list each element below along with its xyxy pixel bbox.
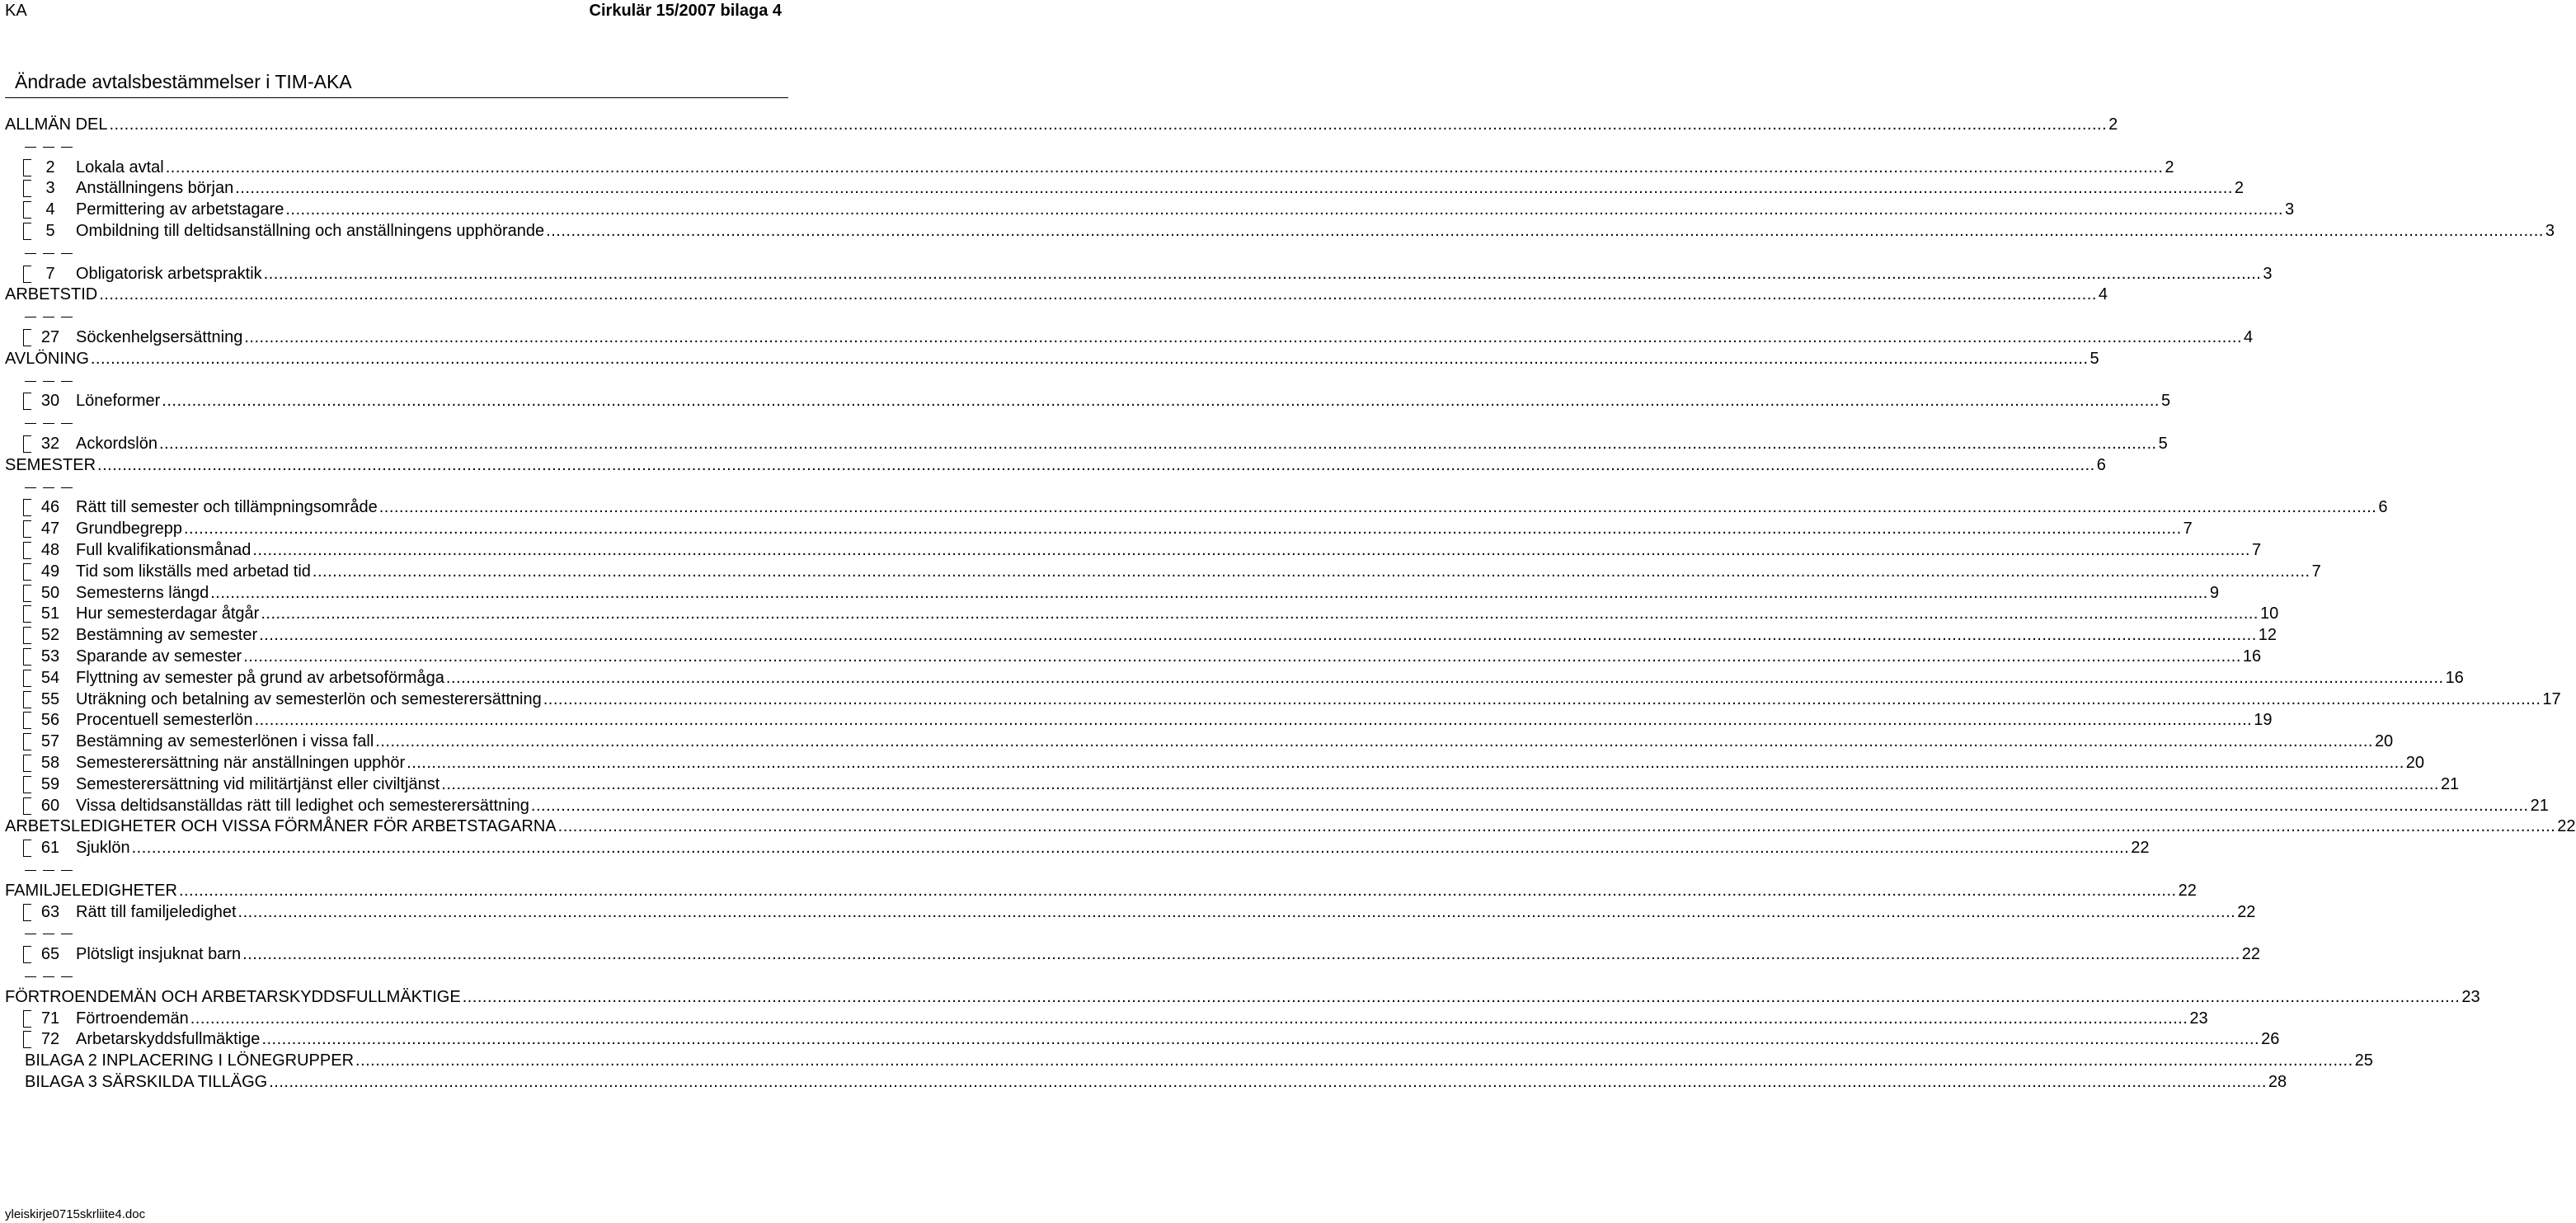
- toc-page-number: 22: [2241, 945, 2261, 964]
- toc-page-number: 7: [2183, 520, 2193, 539]
- bracket-bar: [23, 648, 24, 665]
- toc-annex[interactable]: [25, 1071, 2287, 1093]
- toc-item-number: 51: [40, 604, 60, 623]
- bracket-bar: [23, 266, 24, 282]
- bracket-bar: [23, 499, 24, 515]
- toc-entry-label: ALLMÄN DEL: [5, 115, 108, 134]
- toc-item[interactable]: [40, 837, 2150, 858]
- toc-dot-leader: ................................................................................................................................................................................................................................................................................................................................................................................................................: [269, 1073, 2267, 1091]
- toc-item[interactable]: [40, 582, 2219, 604]
- toc-dot-leader: ................................................................................................................................................................................................................................................................................................................................................................................................................: [375, 732, 2373, 751]
- toc-page-number: 19: [2254, 711, 2273, 730]
- toc-item[interactable]: [40, 646, 2262, 667]
- bracket-bar: [23, 755, 24, 771]
- toc-page-number: 9: [2209, 583, 2219, 602]
- toc-item-number: 63: [40, 902, 60, 921]
- bracket-tick: [23, 452, 31, 453]
- bracket-tick: [23, 1027, 31, 1028]
- bracket-tick: [23, 580, 31, 581]
- toc-item[interactable]: [40, 1008, 2208, 1029]
- toc-dot-leader: ................................................................................................................................................................................................................................................................................................................................................................................................................: [235, 179, 2233, 198]
- toc-item-number: 55: [40, 689, 60, 708]
- toc-entry-label: Semesterns längd: [76, 583, 209, 602]
- bracket-tick: [23, 1010, 31, 1011]
- toc-entry-label: Permittering av arbetstagare: [76, 200, 284, 219]
- toc-item[interactable]: [40, 1028, 2280, 1050]
- dash-mark: [43, 381, 54, 382]
- toc-page-number: 10: [2259, 604, 2279, 623]
- toc-item-number: 58: [40, 754, 60, 772]
- toc-entry-label: Full kvalifikationsmånad: [76, 541, 251, 559]
- toc-item-number: 2: [45, 158, 55, 176]
- dash-mark: [43, 870, 54, 871]
- bracket-bar: [23, 585, 24, 601]
- dash-mark: [61, 870, 73, 871]
- toc-item-number: 72: [40, 1030, 60, 1049]
- bracket-bar: [23, 542, 24, 558]
- toc-entry-label: Anställningens början: [76, 179, 234, 198]
- toc-item-number: 30: [40, 392, 60, 411]
- bracket-bar: [23, 435, 24, 452]
- bracket-tick: [23, 515, 31, 516]
- toc-entry-label: Grundbegrepp: [76, 520, 182, 539]
- toc-item[interactable]: [45, 177, 2245, 199]
- toc-entry-label: Arbetarskyddsfullmäktige: [76, 1030, 261, 1049]
- toc-page-number: 22: [2237, 902, 2256, 921]
- bracket-bar: [23, 1010, 24, 1027]
- toc-section[interactable]: [5, 880, 2197, 901]
- bracket-tick: [23, 499, 31, 500]
- bracket-bar: [23, 776, 24, 793]
- toc-item-number: 54: [40, 668, 60, 687]
- toc-entry-label: Semesterersättning när anställningen upphör: [76, 754, 406, 772]
- header-left: KA: [5, 2, 27, 20]
- dash-mark: [25, 487, 36, 488]
- bracket-tick: [23, 435, 31, 436]
- bracket-bar: [23, 201, 24, 218]
- toc-dot-leader: ................................................................................................................................................................................................................................................................................................................................................................................................................: [312, 562, 2310, 581]
- bracket-bar: [23, 393, 24, 409]
- toc-section[interactable]: [5, 114, 2118, 135]
- bracket-bar: [23, 180, 24, 196]
- toc-item[interactable]: [40, 943, 2261, 965]
- toc-dot-leader: ................................................................................................................................................................................................................................................................................................................................................................................................................: [162, 392, 2160, 411]
- toc-entry-label: Plötsligt insjuknat barn: [76, 945, 242, 964]
- toc-item-number: 56: [40, 711, 60, 730]
- toc-page-number: 7: [2311, 562, 2321, 581]
- toc-entry-label: ARBETSLEDIGHETER OCH VISSA FÖRMÅNER FÖR ARBETSTAGARNA: [5, 817, 557, 836]
- toc-dot-leader: ................................................................................................................................................................................................................................................................................................................................................................................................................: [462, 987, 2461, 1006]
- toc-item-number: 3: [45, 179, 55, 198]
- toc-item-number: 65: [40, 945, 60, 964]
- bracket-tick: [23, 196, 31, 197]
- toc-item-number: 59: [40, 774, 60, 793]
- dash-mark: [43, 976, 54, 977]
- toc-item[interactable]: [40, 709, 2273, 731]
- toc-page-number: 5: [2160, 392, 2171, 411]
- toc-item-number: 61: [40, 839, 60, 858]
- bracket-tick: [23, 814, 31, 815]
- toc-entry-label: Rätt till familjeledighet: [76, 902, 237, 921]
- bracket-bar: [23, 670, 24, 686]
- toc-page-number: 2: [2165, 158, 2174, 176]
- bracket-bar: [23, 797, 24, 814]
- toc-page-number: 21: [2440, 774, 2460, 793]
- dash-mark: [25, 976, 36, 977]
- toc-dot-leader: ................................................................................................................................................................................................................................................................................................................................................................................................................: [557, 817, 2556, 836]
- bracket-tick: [23, 585, 31, 586]
- footer-filename: yleiskirje0715skrliite4.doc: [5, 1207, 146, 1221]
- toc-dot-leader: ................................................................................................................................................................................................................................................................................................................................................................................................................: [109, 115, 2108, 134]
- bracket-tick: [23, 627, 31, 628]
- bracket-tick: [23, 691, 31, 692]
- toc-page-number: 22: [2557, 817, 2576, 836]
- bracket-bar: [23, 329, 24, 346]
- toc-dot-leader: ................................................................................................................................................................................................................................................................................................................................................................................................................: [190, 1009, 2188, 1028]
- toc-section[interactable]: [5, 454, 2106, 476]
- toc-page-number: 28: [2268, 1073, 2287, 1091]
- toc-entry-label: Bestämning av semester: [76, 626, 258, 645]
- toc-entry-label: Bestämning av semesterlönen i vissa fall: [76, 732, 374, 751]
- toc-dot-leader: ................................................................................................................................................................................................................................................................................................................................................................................................................: [261, 604, 2259, 623]
- document-title: Ändrade avtalsbestämmelser i TIM-AKA: [15, 71, 352, 92]
- dash-mark: [43, 147, 54, 148]
- toc-page-number: 22: [2178, 881, 2197, 900]
- bracket-tick: [23, 329, 31, 330]
- toc-item-number: 71: [40, 1009, 60, 1028]
- bracket-tick: [23, 542, 31, 543]
- dash-mark: [43, 317, 54, 318]
- toc-entry-label: Tid som likställs med arbetad tid: [76, 562, 311, 581]
- toc-item[interactable]: [40, 433, 2168, 454]
- toc-item[interactable]: [40, 390, 2171, 412]
- toc-item-number: 49: [40, 562, 60, 581]
- bracket-tick: [23, 282, 31, 283]
- toc-page-number: 20: [2374, 732, 2394, 751]
- toc-dot-leader: ................................................................................................................................................................................................................................................................................................................................................................................................................: [355, 1051, 2353, 1070]
- toc-dot-leader: ................................................................................................................................................................................................................................................................................................................................................................................................................: [158, 435, 2157, 453]
- toc-dot-leader: ................................................................................................................................................................................................................................................................................................................................................................................................................: [90, 349, 2089, 368]
- bracket-bar: [23, 712, 24, 728]
- toc-item[interactable]: [40, 539, 2262, 561]
- dash-mark: [25, 870, 36, 871]
- header-right: Cirkulär 15/2007 bilaga 4: [589, 2, 782, 20]
- bracket-tick: [23, 712, 31, 713]
- bracket-tick: [23, 239, 31, 240]
- toc-page-number: 5: [2089, 349, 2099, 368]
- toc-dot-leader: ................................................................................................................................................................................................................................................................................................................................................................................................................: [261, 1030, 2260, 1049]
- bracket-tick: [23, 797, 31, 798]
- toc-page-number: 21: [2530, 796, 2549, 815]
- toc-item-number: 46: [40, 498, 60, 517]
- toc-item[interactable]: [45, 157, 2174, 178]
- toc-item-number: 48: [40, 541, 60, 559]
- toc-dot-leader: ................................................................................................................................................................................................................................................................................................................................................................................................................: [99, 285, 2097, 304]
- toc-item-number: 27: [40, 328, 60, 346]
- toc-entry-label: Rätt till semester och tillämpningsområde: [76, 498, 378, 517]
- bracket-tick: [23, 563, 31, 564]
- bracket-tick: [23, 520, 31, 521]
- bracket-tick: [23, 920, 31, 921]
- toc-entry-label: BILAGA 3 SÄRSKILDA TILLÄGG: [25, 1073, 268, 1091]
- dash-mark: [61, 423, 73, 424]
- toc-entry-label: Förtroendemän: [76, 1009, 189, 1028]
- toc-dot-leader: ................................................................................................................................................................................................................................................................................................................................................................................................................: [546, 222, 2544, 240]
- bracket-tick: [23, 728, 31, 729]
- toc-dot-leader: ................................................................................................................................................................................................................................................................................................................................................................................................................: [441, 774, 2439, 793]
- toc-item[interactable]: [40, 795, 2549, 816]
- bracket-bar: [23, 520, 24, 537]
- toc-dot-leader: ................................................................................................................................................................................................................................................................................................................................................................................................................: [237, 902, 2236, 921]
- toc-page-number: 25: [2354, 1051, 2373, 1070]
- toc-entry-label: Löneformer: [76, 392, 161, 411]
- title-rule: [5, 97, 788, 98]
- bracket-tick: [23, 558, 31, 559]
- toc-page-number: 7: [2251, 541, 2262, 559]
- toc-entry-label: Sjuklön: [76, 839, 130, 858]
- toc-dot-leader: ................................................................................................................................................................................................................................................................................................................................................................................................................: [183, 520, 2182, 539]
- bracket-bar: [23, 159, 24, 176]
- dash-mark: [61, 487, 73, 488]
- bracket-tick: [23, 201, 31, 202]
- bracket-tick: [23, 643, 31, 644]
- toc-dot-leader: ................................................................................................................................................................................................................................................................................................................................................................................................................: [407, 754, 2404, 772]
- toc-entry-label: Ombildning till deltidsanställning och anställningens upphörande: [76, 222, 545, 240]
- dash-mark: [43, 423, 54, 424]
- toc-page-number: 4: [2098, 285, 2108, 304]
- bracket-tick: [23, 733, 31, 734]
- toc-item-number: 52: [40, 626, 60, 645]
- toc-item-number: 53: [40, 647, 60, 666]
- toc-item[interactable]: [40, 901, 2256, 923]
- bracket-tick: [23, 1031, 31, 1032]
- toc-item[interactable]: [45, 220, 2555, 242]
- bracket-bar: [23, 563, 24, 580]
- toc-dot-leader: ................................................................................................................................................................................................................................................................................................................................................................................................................: [244, 328, 2243, 346]
- toc-section[interactable]: [5, 284, 2108, 305]
- bracket-tick: [23, 605, 31, 606]
- toc-page-number: 4: [2244, 328, 2254, 346]
- toc-dot-leader: ................................................................................................................................................................................................................................................................................................................................................................................................................: [242, 945, 2240, 964]
- toc-item-number: 7: [45, 264, 55, 283]
- toc-entry-label: Uträkning och betalning av semesterlön och semesterersättning: [76, 689, 542, 708]
- toc-item[interactable]: [40, 731, 2394, 752]
- toc-entry-label: Semesterersättning vid militärtjänst eller civiltjänst: [76, 774, 440, 793]
- toc-entry-label: Obligatorisk arbetspraktik: [76, 264, 262, 283]
- dash-mark: [25, 147, 36, 148]
- toc-dot-leader: ................................................................................................................................................................................................................................................................................................................................................................................................................: [178, 881, 2177, 900]
- dash-mark: [61, 317, 73, 318]
- dash-mark: [61, 147, 73, 148]
- toc-item[interactable]: [45, 199, 2295, 220]
- bracket-bar: [23, 1031, 24, 1047]
- toc-page-number: 23: [2461, 987, 2480, 1006]
- dash-mark: [25, 253, 36, 254]
- dash-mark: [61, 976, 73, 977]
- toc-page-number: 16: [2242, 647, 2262, 666]
- bracket-bar: [23, 840, 24, 856]
- bracket-tick: [23, 665, 31, 666]
- bracket-tick: [23, 601, 31, 602]
- toc-section[interactable]: [5, 816, 2576, 837]
- toc-page-number: 17: [2542, 689, 2561, 708]
- toc-item-number: 50: [40, 583, 60, 602]
- toc-item[interactable]: [40, 667, 2464, 689]
- toc-page-number: 22: [2131, 839, 2150, 858]
- toc-page-number: 6: [2378, 498, 2388, 517]
- toc-item[interactable]: [40, 689, 2561, 710]
- bracket-tick: [23, 218, 31, 219]
- toc-item-number: 47: [40, 520, 60, 539]
- bracket-tick: [23, 537, 31, 538]
- bracket-bar: [23, 691, 24, 708]
- toc-entry-label: Sparande av semester: [76, 647, 242, 666]
- toc-entry-label: Söckenhelgsersättning: [76, 328, 243, 346]
- toc-page-number: 3: [2285, 200, 2295, 219]
- toc-item-number: 57: [40, 732, 60, 751]
- toc-section[interactable]: [5, 986, 2480, 1008]
- toc-dot-leader: ................................................................................................................................................................................................................................................................................................................................................................................................................: [263, 264, 2262, 283]
- bracket-tick: [23, 159, 31, 160]
- toc-page-number: 6: [2096, 455, 2106, 474]
- bracket-tick: [23, 856, 31, 857]
- toc-page-number: 5: [2158, 435, 2168, 453]
- toc-page-number: 20: [2405, 754, 2425, 772]
- toc-item[interactable]: [40, 603, 2279, 624]
- bracket-bar: [23, 627, 24, 643]
- toc-entry-label: ARBETSTID: [5, 285, 98, 304]
- toc-dot-leader: ................................................................................................................................................................................................................................................................................................................................................................................................................: [97, 455, 2095, 474]
- toc-entry-label: Ackordslön: [76, 435, 157, 453]
- toc-dot-leader: ................................................................................................................................................................................................................................................................................................................................................................................................................: [254, 711, 2253, 730]
- toc-entry-label: BILAGA 2 INPLACERING I LÖNEGRUPPER: [25, 1051, 355, 1070]
- bracket-tick: [23, 686, 31, 687]
- toc-dot-leader: ................................................................................................................................................................................................................................................................................................................................................................................................................: [165, 158, 2164, 176]
- toc-item[interactable]: [45, 263, 2273, 285]
- bracket-tick: [23, 622, 31, 623]
- toc-dot-leader: ................................................................................................................................................................................................................................................................................................................................................................................................................: [543, 689, 2541, 708]
- bracket-bar: [23, 605, 24, 622]
- dash-mark: [61, 381, 73, 382]
- dash-mark: [43, 253, 54, 254]
- toc-entry-label: Vissa deltidsanställdas rätt till ledighet och semesterersättning: [76, 796, 529, 815]
- toc-page-number: 26: [2261, 1030, 2280, 1049]
- dash-mark: [25, 317, 36, 318]
- bracket-tick: [23, 946, 31, 947]
- toc-page-number: 2: [2234, 179, 2245, 198]
- toc-entry-label: Hur semesterdagar åtgår: [76, 604, 260, 623]
- toc-entry-label: Flyttning av semester på grund av arbetsoförmåga: [76, 668, 444, 687]
- toc-item[interactable]: [40, 774, 2460, 795]
- toc-dot-leader: ................................................................................................................................................................................................................................................................................................................................................................................................................: [259, 626, 2257, 645]
- toc-page-number: 12: [2258, 626, 2278, 645]
- toc-entry-label: FAMILJELEDIGHETER: [5, 881, 177, 900]
- toc-entry-label: AVLÖNING: [5, 349, 89, 368]
- dash-mark: [25, 423, 36, 424]
- toc-item[interactable]: [40, 624, 2278, 646]
- toc-item-number: 4: [45, 200, 55, 219]
- bracket-tick: [23, 409, 31, 410]
- toc-entry-label: Lokala avtal: [76, 158, 164, 176]
- toc-item[interactable]: [40, 752, 2425, 774]
- dash-mark: [25, 381, 36, 382]
- toc-page-number: 16: [2445, 668, 2464, 687]
- toc-dot-leader: ................................................................................................................................................................................................................................................................................................................................................................................................................: [530, 796, 2529, 815]
- toc-item[interactable]: [40, 561, 2321, 582]
- toc-page-number: 2: [2108, 115, 2118, 134]
- toc-entry-label: FÖRTROENDEMÄN OCH ARBETARSKYDDSFULLMÄKTIGE: [5, 987, 461, 1006]
- toc-entry-label: Procentuell semesterlön: [76, 711, 253, 730]
- toc-item[interactable]: [40, 518, 2193, 539]
- toc-dot-leader: ................................................................................................................................................................................................................................................................................................................................................................................................................: [131, 839, 2130, 858]
- toc-item-number: 60: [40, 796, 60, 815]
- toc-dot-leader: ................................................................................................................................................................................................................................................................................................................................................................................................................: [285, 200, 2283, 219]
- bracket-tick: [23, 904, 31, 905]
- toc-item-number: 5: [45, 222, 55, 240]
- bracket-bar: [23, 733, 24, 750]
- toc-item[interactable]: [40, 327, 2254, 348]
- toc-dot-leader: ................................................................................................................................................................................................................................................................................................................................................................................................................: [378, 498, 2377, 517]
- bracket-bar: [23, 904, 24, 920]
- toc-item[interactable]: [40, 496, 2388, 518]
- toc-section[interactable]: [5, 348, 2099, 369]
- toc-dot-leader: ................................................................................................................................................................................................................................................................................................................................................................................................................: [445, 668, 2444, 687]
- bracket-bar: [23, 223, 24, 239]
- bracket-bar: [23, 946, 24, 962]
- toc-page-number: 3: [2263, 264, 2273, 283]
- bracket-tick: [23, 648, 31, 649]
- toc-dot-leader: ................................................................................................................................................................................................................................................................................................................................................................................................................: [252, 541, 2250, 559]
- toc-page-number: 23: [2189, 1009, 2208, 1028]
- toc-dot-leader: ................................................................................................................................................................................................................................................................................................................................................................................................................: [210, 583, 2208, 602]
- toc-annex[interactable]: [25, 1050, 2373, 1071]
- bracket-tick: [23, 776, 31, 777]
- bracket-tick: [23, 771, 31, 772]
- bracket-tick: [23, 180, 31, 181]
- bracket-tick: [23, 1047, 31, 1048]
- dash-mark: [61, 253, 73, 254]
- dash-mark: [43, 487, 54, 488]
- toc-page-number: 3: [2545, 222, 2555, 240]
- bracket-tick: [23, 962, 31, 963]
- toc-item-number: 32: [40, 435, 60, 453]
- toc-entry-label: SEMESTER: [5, 455, 96, 474]
- toc-dot-leader: ................................................................................................................................................................................................................................................................................................................................................................................................................: [243, 647, 2241, 666]
